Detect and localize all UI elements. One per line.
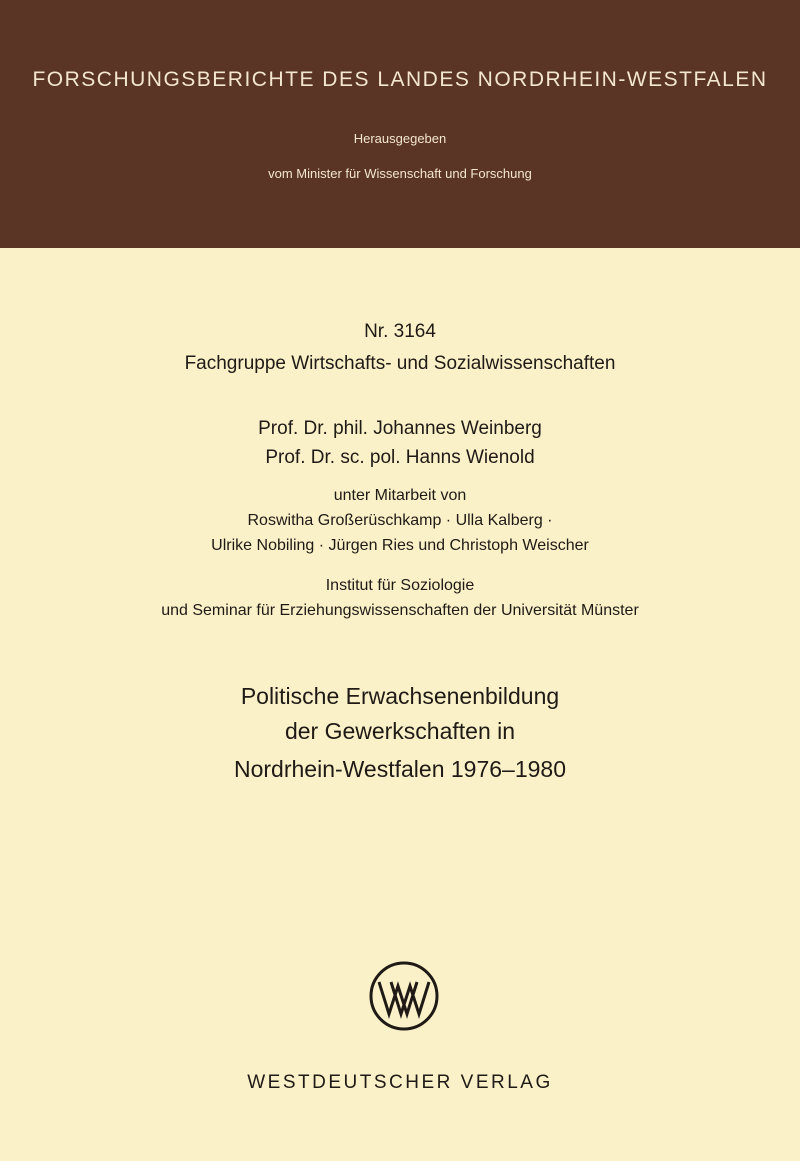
ww-logo-icon [368, 960, 440, 1032]
book-title-line-3: Nordrhein-Westfalen 1976–1980 [233, 756, 567, 782]
collaboration-intro: unter Mitarbeit von [333, 487, 467, 504]
collaborators-line-1: Roswitha Großerüschkamp · Ulla Kalberg · [247, 512, 553, 529]
report-number: Nr. 3164 [364, 321, 436, 342]
header-band [0, 0, 800, 248]
author-2: Prof. Dr. sc. pol. Hanns Wienold [265, 447, 535, 468]
institute-line-1: Institut für Soziologie [325, 577, 475, 594]
institute-line-2: und Seminar für Erziehungswissenschaften der Universität Münster [161, 602, 639, 619]
series-title: FORSCHUNGSBERICHTE DES LANDES NORDRHEIN-WESTFALEN [32, 68, 768, 91]
book-title-line-2: der Gewerkschaften in [284, 718, 516, 744]
published-by: Herausgegeben [353, 131, 447, 146]
subject-group: Fachgruppe Wirtschafts- und Sozialwissenschaften [184, 353, 616, 374]
book-title-line-1: Politische Erwachsenenbildung [240, 683, 560, 709]
author-1: Prof. Dr. phil. Johannes Weinberg [258, 418, 542, 439]
minister-line: vom Minister für Wissenschaft und Forschung [268, 166, 532, 181]
publisher-name: WESTDEUTSCHER VERLAG [247, 1072, 553, 1093]
collaborators-line-2: Ulrike Nobiling · Jürgen Ries und Christoph Weischer [211, 537, 589, 554]
